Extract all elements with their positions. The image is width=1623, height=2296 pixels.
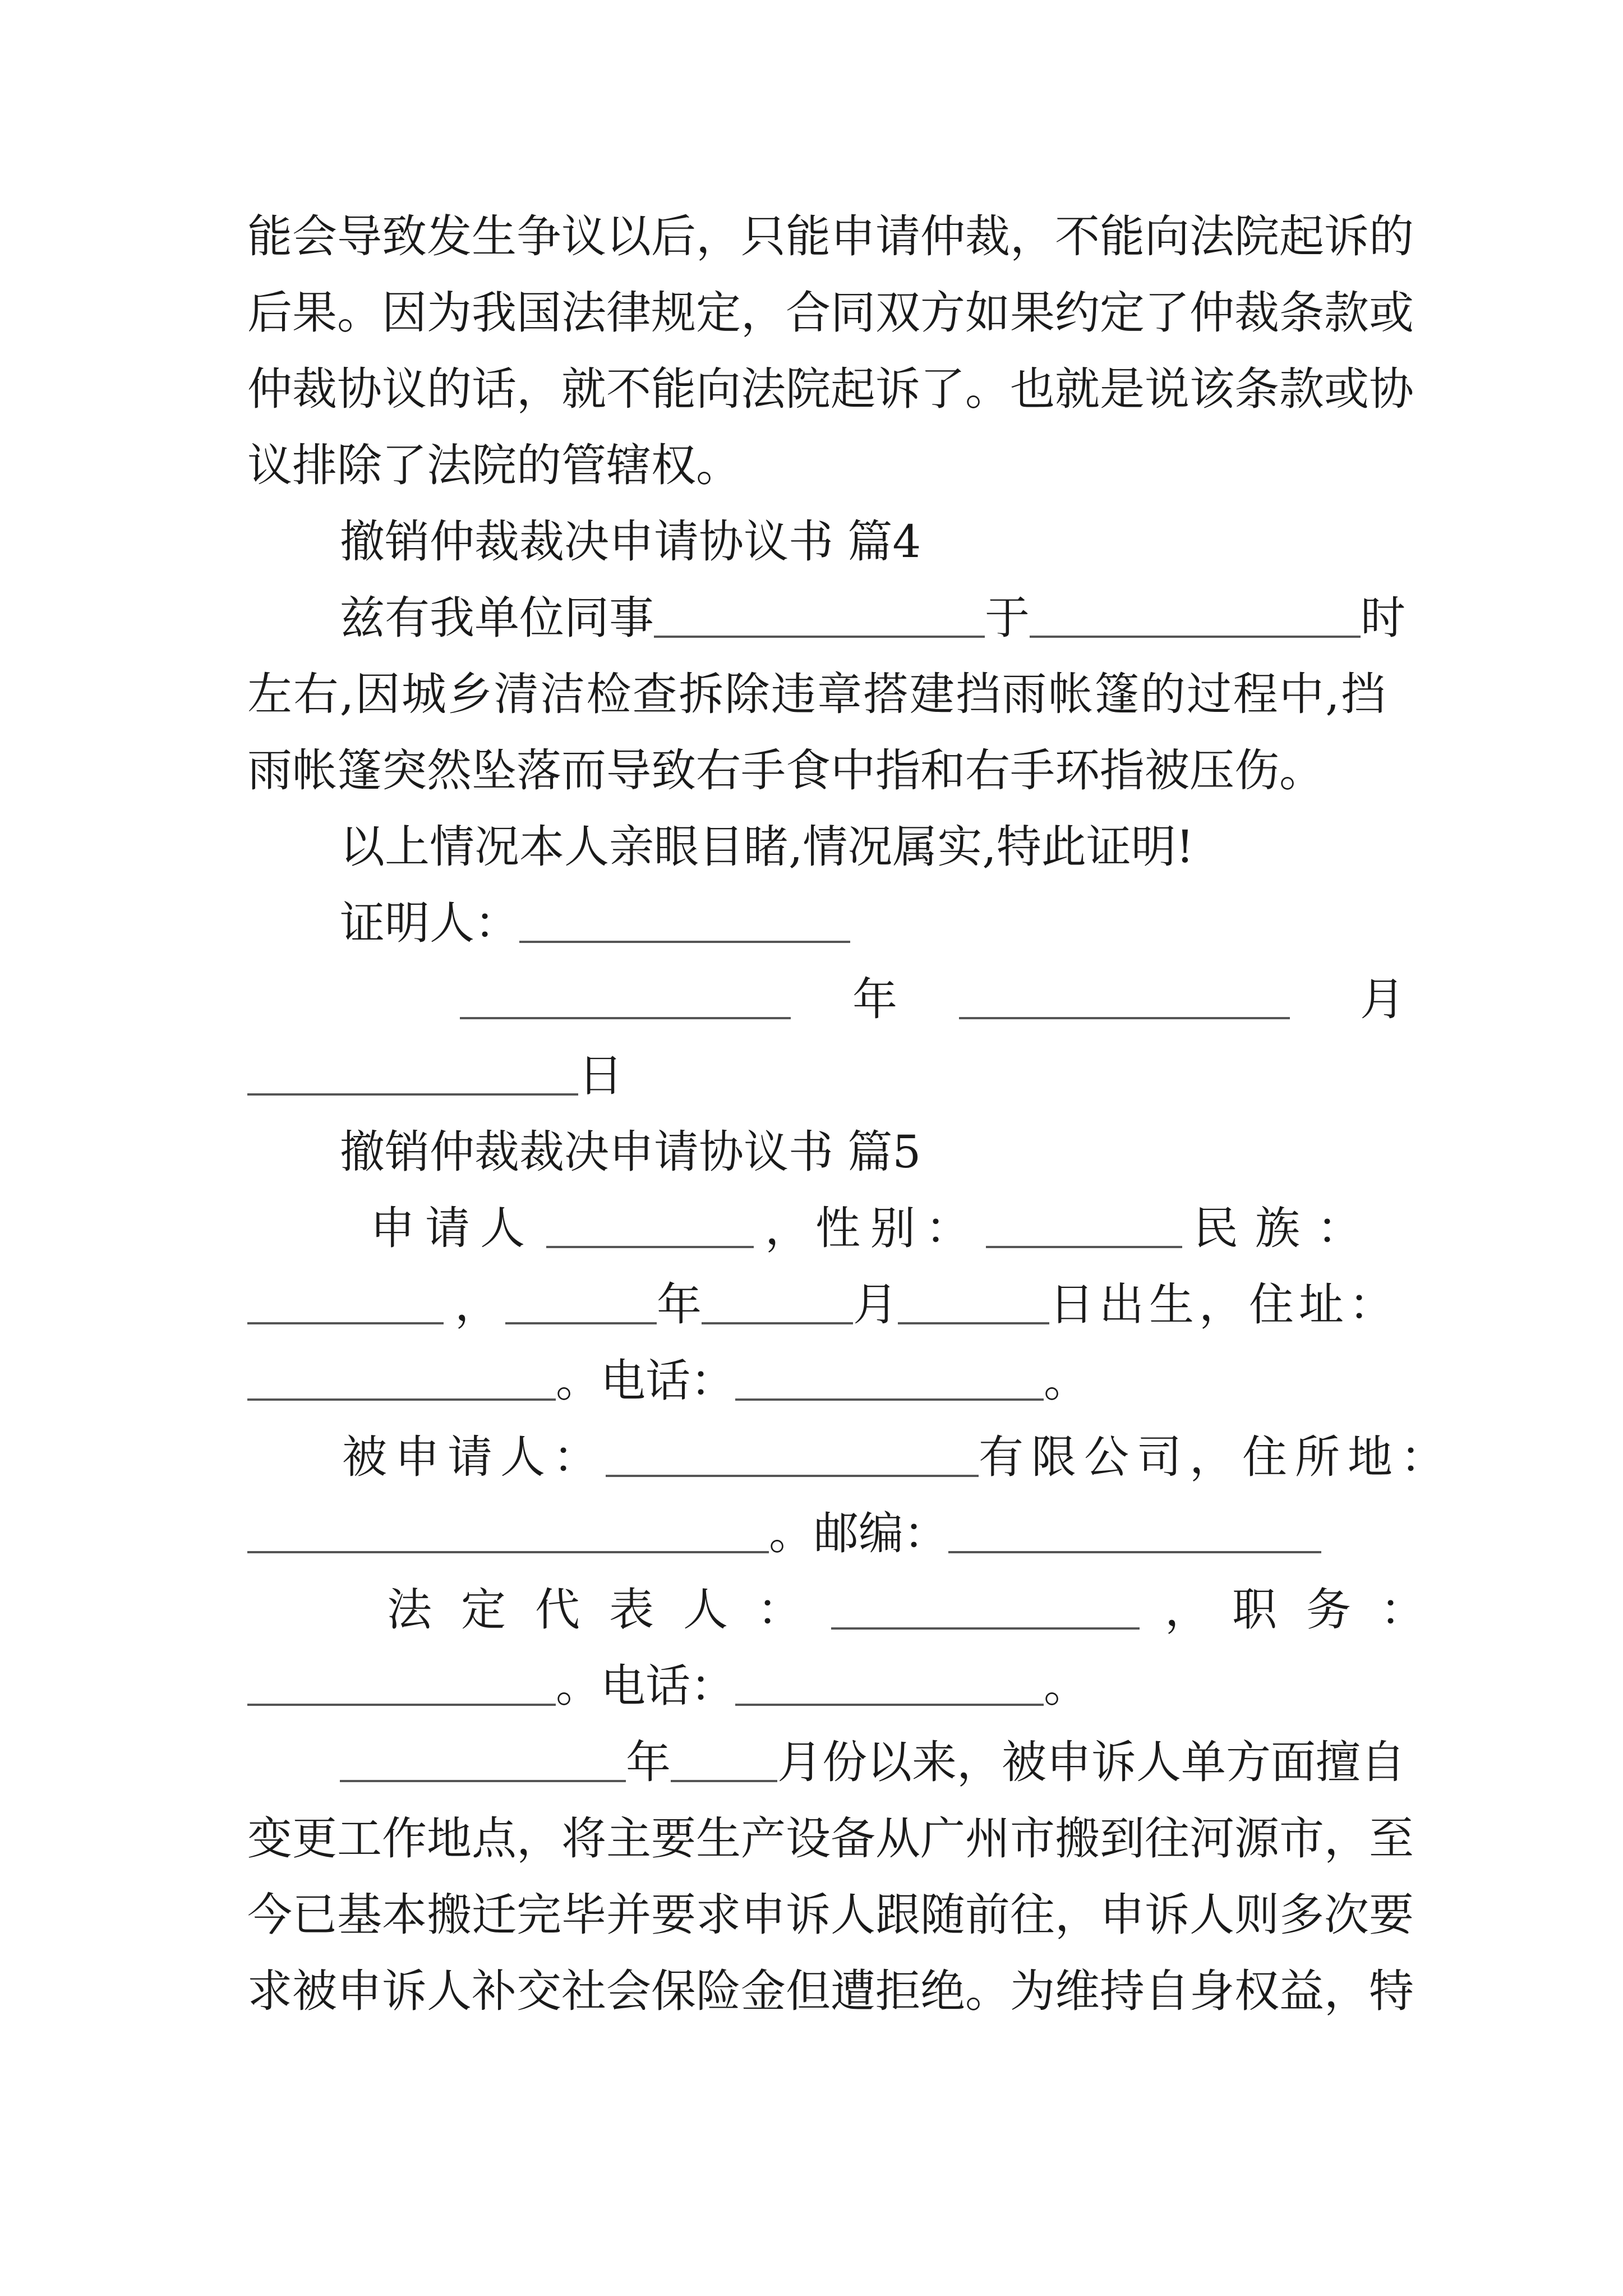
day-label: 日 [578,1050,623,1102]
applicant-line [370,1200,1386,1257]
company-label: 有限公司，住所地： [979,1431,1453,1483]
respondent-label: 被申请人： [342,1431,606,1483]
blank-respondent [606,1475,979,1477]
body-line-1 [340,1734,1405,1791]
blank-year [340,1780,626,1782]
blank-applicant [546,1246,754,1248]
statement-text: 时 [1361,592,1405,644]
blank-ethnicity [247,1322,444,1324]
period: 。 [1044,1355,1089,1407]
year-label: 年 [657,1278,702,1331]
blank-year [460,1017,791,1019]
date-day-line [247,1048,1386,1104]
legal-rep-label: 法定代表人： [387,1584,831,1636]
comma: ， [1165,1584,1210,1636]
statement-text: 于 [985,592,1030,644]
body-text: 月份以来，被申诉人单方面擅自 [777,1736,1405,1788]
body-line-4: 求被申诉人补交社会保险金但遭拒绝。为维持自身权益，特 [247,1965,1414,2017]
statement-line-1 [340,590,1405,646]
comma: ， [765,1202,810,1254]
blank-witness [519,941,850,943]
comma: ， [455,1278,500,1331]
blank-residence [247,1551,769,1553]
statement-line-2: 左右,因城乡清洁检查拆除违章搭建挡雨帐篷的过程中,挡 [247,668,1386,720]
born-label: 日出生，住址： [1049,1278,1399,1331]
respondent-line [342,1429,1453,1485]
postcode-line [247,1506,1386,1562]
gender-label: 性别： [815,1202,980,1254]
blank-address [247,1398,556,1401]
phone-label: 。电话： [556,1355,735,1407]
witness-line [340,895,1386,951]
blank-postcode [948,1551,1321,1553]
blank-birth-day [898,1322,1049,1324]
year-label: 年 [626,1736,671,1788]
blank-phone [735,1704,1044,1706]
blank-legal-rep [831,1627,1140,1630]
paragraph-line: 议排除了法院的管辖权。 [247,439,741,491]
blank-time [1030,636,1361,638]
postcode-label: 。邮编： [769,1507,948,1559]
section-heading-5: 撤销仲裁裁决申请协议书 篇5 [340,1126,921,1178]
section-heading-4: 撤销仲裁裁决申请协议书 篇4 [340,516,921,568]
date-line [460,972,1405,1028]
address-line [247,1353,1386,1409]
position-label: 职务： [1232,1584,1454,1636]
birth-line [247,1277,1399,1333]
blank-month [671,1780,777,1782]
paragraph-line: 仲裁协议的话，就不能向法院起诉了。也就是说该条款或协 [247,363,1414,415]
body-line-2: 变更工作地点，将主要生产设备从广州市搬到往河源市，至 [247,1812,1414,1865]
period: 。 [1044,1660,1089,1712]
month-label: 月 [853,1278,898,1331]
statement-line-3: 雨帐篷突然坠落而导致右手食中指和右手环指被压伤。 [247,744,1324,797]
blank-phone [735,1398,1044,1401]
body-line-3: 今已基本搬迁完毕并要求申诉人跟随前往，申诉人则多次要 [247,1889,1414,1941]
blank-position [247,1704,556,1706]
month-label: 月 [1360,973,1405,1025]
blank-month [959,1017,1290,1019]
ethnicity-label: 民族： [1193,1202,1378,1254]
witness-label: 证明人： [340,897,519,949]
legal-rep-phone-line [247,1658,1386,1714]
paragraph-line: 后果。因为我国法律规定，合同双方如果约定了仲裁条款或 [247,287,1414,339]
blank-birth-year [505,1322,657,1324]
paragraph-line: 能会导致发生争议以后，只能申请仲裁，不能向法院起诉的 [247,210,1414,263]
blank-day [247,1093,578,1096]
statement-text: 兹有我单位同事 [340,592,654,644]
legal-rep-line [387,1582,1454,1638]
blank-gender [986,1246,1182,1248]
blank-colleague [654,636,985,638]
applicant-label: 申请人 [370,1202,535,1254]
blank-birth-month [702,1322,853,1324]
statement-line-4: 以上情况本人亲眼目睹,情况属实,特此证明! [340,821,1195,873]
year-label: 年 [852,973,897,1025]
phone-label: 。电话： [556,1660,735,1712]
